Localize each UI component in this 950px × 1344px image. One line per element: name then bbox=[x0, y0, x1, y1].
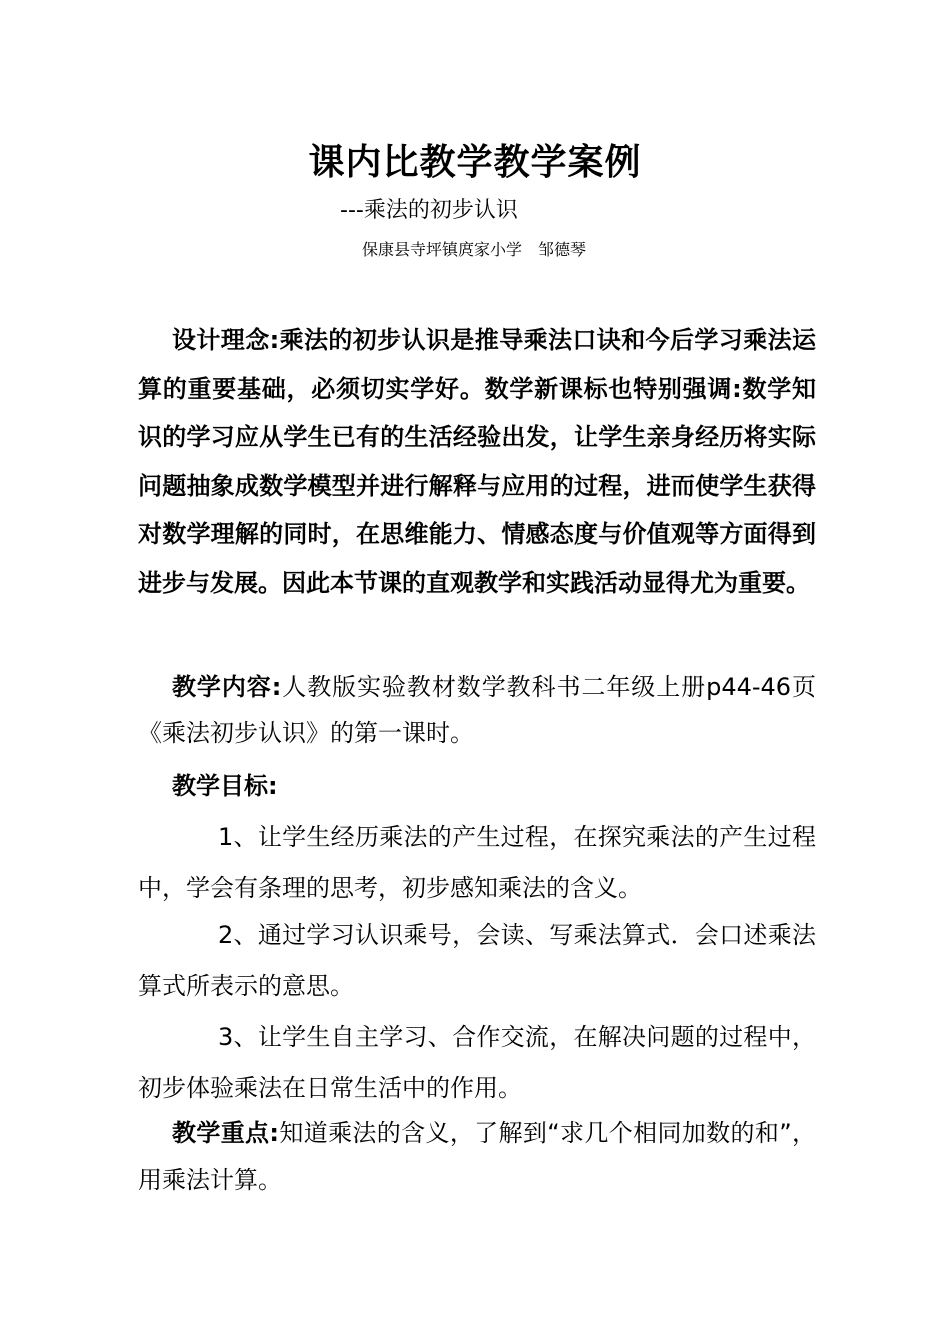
key-points-paragraph bbox=[138, 1110, 816, 1204]
teaching-goal-item: 1、让学生经历乘法的产生过程，在探究乘法的产生过程中，学会有条理的思考，初步感知乘法的含义。 bbox=[138, 823, 816, 902]
teaching-content-paragraph bbox=[138, 664, 816, 756]
design-concept-paragraph bbox=[138, 316, 816, 607]
teaching-goals-heading: 教学目标: bbox=[172, 772, 278, 800]
teaching-content-label: 教学内容: bbox=[172, 673, 282, 701]
author-line: 保康县寺坪镇庹家小学 邹德琴 bbox=[362, 240, 587, 259]
design-concept-text: 乘法的初步认识是推导乘法口诀和今后学习乘法运算的重要基础，必须切实学好。数学新课标也特别强调:数学知识的学习应从学生已有的生活经验出发，让学生亲身经历将实际问题抽象成数学模型并进行解释与应用的过程，进而使学生获得对数学理解的同时，在思维能力、情感态度与价值观等方面得到进步与发展。因此本节课的直观教学和实践活动显得尤为重要。 bbox=[138, 326, 816, 597]
teaching-goal-item: 3、让学生自主学习、合作交流，在解决问题的过程中，初步体验乘法在日常生活中的作用。 bbox=[138, 1023, 816, 1102]
key-points-label: 教学重点: bbox=[172, 1119, 280, 1147]
teaching-goal-item: 2、通过学习认识乘号，会读、写乘法算式．会口述乘法算式所表示的意思。 bbox=[138, 921, 816, 1000]
document-title: 课内比教学教学案例 bbox=[308, 141, 642, 183]
teaching-content-text: 人教版实验教材数学教科书二年级上册p44-46页《乘法初步认识》的第一课时。 bbox=[138, 673, 816, 747]
design-concept-label: 设计理念: bbox=[172, 326, 280, 354]
document-subtitle: ---乘法的初步认识 bbox=[340, 198, 518, 223]
key-points-text: 知道乘法的含义，了解到“求几个相同加数的和”，用乘法计算。 bbox=[138, 1119, 816, 1194]
